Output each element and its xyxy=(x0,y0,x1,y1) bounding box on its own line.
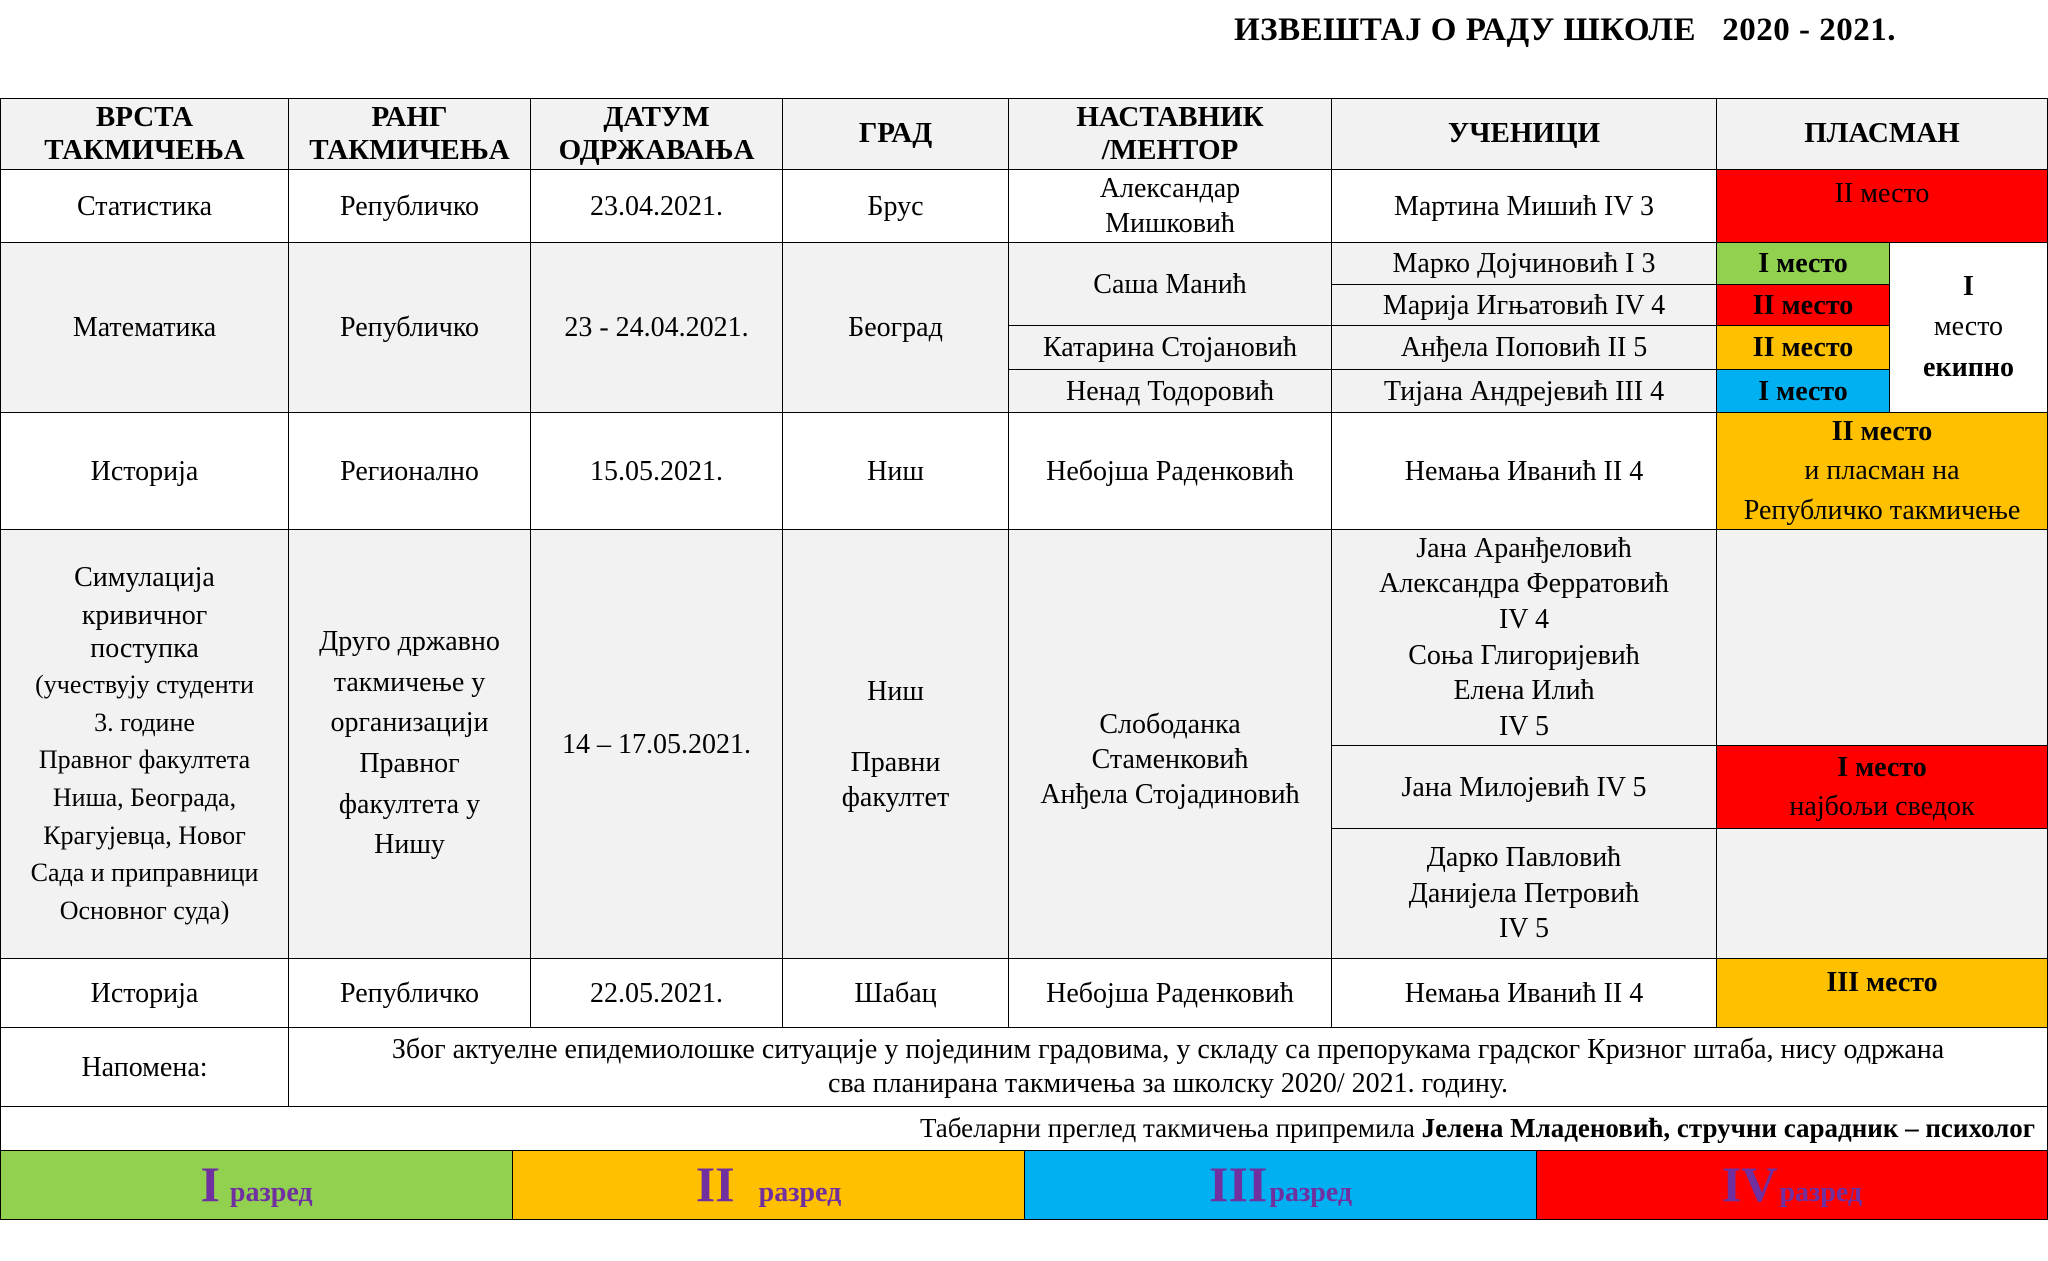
rank-line: такмичење у xyxy=(333,666,486,698)
history-republic-student: Немања Иванић II 4 xyxy=(1331,958,1717,1028)
student-line: IV 5 xyxy=(1498,710,1550,742)
student-line: IV 4 xyxy=(1498,603,1550,635)
history-regional-place xyxy=(1716,412,2048,530)
math-city: Београд xyxy=(782,242,1009,413)
history-republic-type: Историја xyxy=(0,958,289,1028)
header-text: ОДРЖАВАЊА xyxy=(558,134,755,166)
note-line: Због актуелне епидемиолошке ситуације у појединим градовима, у складу са препорукама градског Кризног штаба, нису одржана xyxy=(391,1034,1945,1066)
history-regional-mentor: Небојша Раденковић xyxy=(1008,412,1332,530)
city-line: факултет xyxy=(841,781,950,813)
header-city: ГРАД xyxy=(782,98,1009,170)
header-date xyxy=(530,98,783,170)
legend-label: разред xyxy=(229,1177,313,1208)
city-line: Ниш xyxy=(867,675,924,707)
history-regional-date: 15.05.2021. xyxy=(530,412,783,530)
rank-line: Нишу xyxy=(374,829,445,861)
math-team-place xyxy=(1889,242,2048,413)
type-line: Основног суда) xyxy=(59,896,230,926)
header-competition-type xyxy=(0,98,289,170)
credit-row xyxy=(0,1106,2048,1151)
type-line: кривичног xyxy=(81,599,208,631)
simulation-students-group-2: Јана Милојевић IV 5 xyxy=(1331,745,1717,829)
student-line: Соња Глигоријевић xyxy=(1408,639,1640,671)
report-title: ИЗВЕШТАЈ О РАДУ ШКОЛЕ 2020 - 2021. xyxy=(1234,12,1897,48)
student-line: Александра Ферратовић xyxy=(1379,568,1669,600)
simulation-place-group-2 xyxy=(1716,745,2048,829)
legend-number: IV xyxy=(1721,1156,1778,1212)
simulation-city xyxy=(782,529,1009,959)
place-line: најбољи сведок xyxy=(1789,791,1975,822)
header-competition-rank xyxy=(288,98,531,170)
math-student-4: Тијана Андрејевић III 4 xyxy=(1331,369,1717,413)
type-line: Сада и приправници xyxy=(30,858,259,888)
team-line: екипно xyxy=(1923,351,2014,383)
statistics-type: Статистика xyxy=(0,169,289,243)
rank-line: организацији xyxy=(330,707,489,739)
legend-label: разред xyxy=(1779,1177,1863,1208)
statistics-city: Брус xyxy=(782,169,1009,243)
student-line: Дарко Павловић xyxy=(1426,842,1622,874)
type-line: поступка xyxy=(90,633,199,665)
statistics-date: 23.04.2021. xyxy=(530,169,783,243)
rank-line: факултета у xyxy=(338,788,481,820)
legend-number: II xyxy=(695,1156,735,1212)
student-line: IV 5 xyxy=(1498,913,1550,945)
history-republic-city: Шабац xyxy=(782,958,1009,1028)
mentor-line: Мишковић xyxy=(1105,208,1235,239)
credit-prefix: Табеларни преглед такмичења припремила xyxy=(919,1112,1422,1143)
statistics-place xyxy=(1716,169,2048,243)
math-place-1: I место xyxy=(1716,242,1890,285)
simulation-students-group-3 xyxy=(1331,828,1717,959)
student-line: Елена Илић xyxy=(1453,675,1595,707)
history-republic-mentor: Небојша Раденковић xyxy=(1008,958,1332,1028)
type-line: Симулација xyxy=(74,562,215,594)
simulation-place-group-3 xyxy=(1716,828,2048,959)
header-text: РАНГ xyxy=(371,100,448,133)
legend-number: I xyxy=(200,1156,220,1212)
type-line: Правног факултета xyxy=(38,745,251,775)
header-text: ДАТУМ xyxy=(603,100,710,133)
math-place-3: II место xyxy=(1716,325,1890,370)
math-type: Математика xyxy=(0,242,289,413)
rank-line: Друго државно xyxy=(319,626,500,658)
history-republic-date: 22.05.2021. xyxy=(530,958,783,1028)
team-line: I xyxy=(1963,270,1974,302)
team-line: место xyxy=(1933,311,2004,343)
place-line: II место xyxy=(1831,416,1933,448)
mentor-line: Александар xyxy=(1099,173,1241,204)
mentor-line: Анђела Стојадиновић xyxy=(1040,778,1300,810)
math-mentor-1: Саша Манић xyxy=(1008,242,1332,326)
legend-number: III xyxy=(1209,1156,1268,1212)
history-regional-rank: Регионално xyxy=(288,412,531,530)
legend-grade-1 xyxy=(0,1150,513,1220)
credit-name: Јелена Младеновић, стручни сарадник – психолог xyxy=(1421,1112,2035,1143)
simulation-students-group-1 xyxy=(1331,529,1717,746)
history-regional-city: Ниш xyxy=(782,412,1009,530)
simulation-rank xyxy=(288,529,531,959)
place-text: II место xyxy=(1834,178,1930,209)
rank-line: Правног xyxy=(359,748,460,779)
simulation-type xyxy=(0,529,289,959)
simulation-date: 14 – 17.05.2021. xyxy=(530,529,783,959)
header-students: УЧЕНИЦИ xyxy=(1331,98,1717,170)
math-student-3: Анђела Поповић II 5 xyxy=(1331,325,1717,370)
math-mentor-3: Ненад Тодоровић xyxy=(1008,369,1332,413)
math-date: 23 - 24.04.2021. xyxy=(530,242,783,413)
note-text xyxy=(288,1027,2048,1107)
type-line: Крагујевца, Новог xyxy=(43,820,246,850)
place-line: I место xyxy=(1837,751,1927,783)
legend-grade-2 xyxy=(512,1150,1025,1220)
legend-grade-3 xyxy=(1024,1150,1537,1220)
header-placement: ПЛАСМАН xyxy=(1716,98,2048,170)
legend-grade-4 xyxy=(1536,1150,2048,1220)
city-line: Правни xyxy=(850,746,941,778)
note-label: Напомена: xyxy=(0,1027,289,1107)
header-text: ВРСТА xyxy=(95,100,194,133)
note-line: сва планирана такмичења за школску 2020/ 2021. годину. xyxy=(827,1068,1509,1099)
math-rank: Републичко xyxy=(288,242,531,413)
history-republic-place xyxy=(1716,958,2048,1028)
student-line: Јана Аранђеловић xyxy=(1416,532,1632,564)
place-text: III место xyxy=(1826,967,1938,998)
header-mentor xyxy=(1008,98,1332,170)
legend-label: разред xyxy=(1269,1177,1352,1208)
place-line: Републичко такмичење xyxy=(1743,494,2021,526)
header-text: /МЕНТОР xyxy=(1101,134,1239,166)
math-place-4: I место xyxy=(1716,369,1890,413)
place-line: и пласман на xyxy=(1804,455,1960,487)
history-regional-type: Историја xyxy=(0,412,289,530)
history-regional-student: Немања Иванић II 4 xyxy=(1331,412,1717,530)
header-text: ТАКМИЧЕЊА xyxy=(44,134,245,166)
statistics-rank: Републичко xyxy=(288,169,531,243)
student-line: Данијела Петровић xyxy=(1408,877,1640,909)
legend-label: разред xyxy=(758,1177,842,1208)
math-mentor-2: Катарина Стојановић xyxy=(1008,325,1332,370)
header-text: НАСТАВНИК xyxy=(1076,100,1264,133)
mentor-line: Слободанка xyxy=(1099,708,1241,740)
simulation-place-group-1 xyxy=(1716,529,2048,746)
type-line: (учествују студенти xyxy=(35,669,254,699)
statistics-mentor xyxy=(1008,169,1332,243)
mentor-line: Стаменковић xyxy=(1091,743,1249,775)
math-student-1: Марко Дојчиновић I 3 xyxy=(1331,242,1717,285)
type-line: 3. године xyxy=(94,707,195,737)
type-line: Ниша, Београда, xyxy=(52,783,237,813)
math-student-2: Марија Игњатовић IV 4 xyxy=(1331,284,1717,326)
header-text: ТАКМИЧЕЊА xyxy=(309,134,510,166)
statistics-student: Мартина Мишић IV 3 xyxy=(1331,169,1717,243)
math-place-2: II место xyxy=(1716,284,1890,326)
history-republic-rank: Републичко xyxy=(288,958,531,1028)
simulation-mentor xyxy=(1008,529,1332,959)
